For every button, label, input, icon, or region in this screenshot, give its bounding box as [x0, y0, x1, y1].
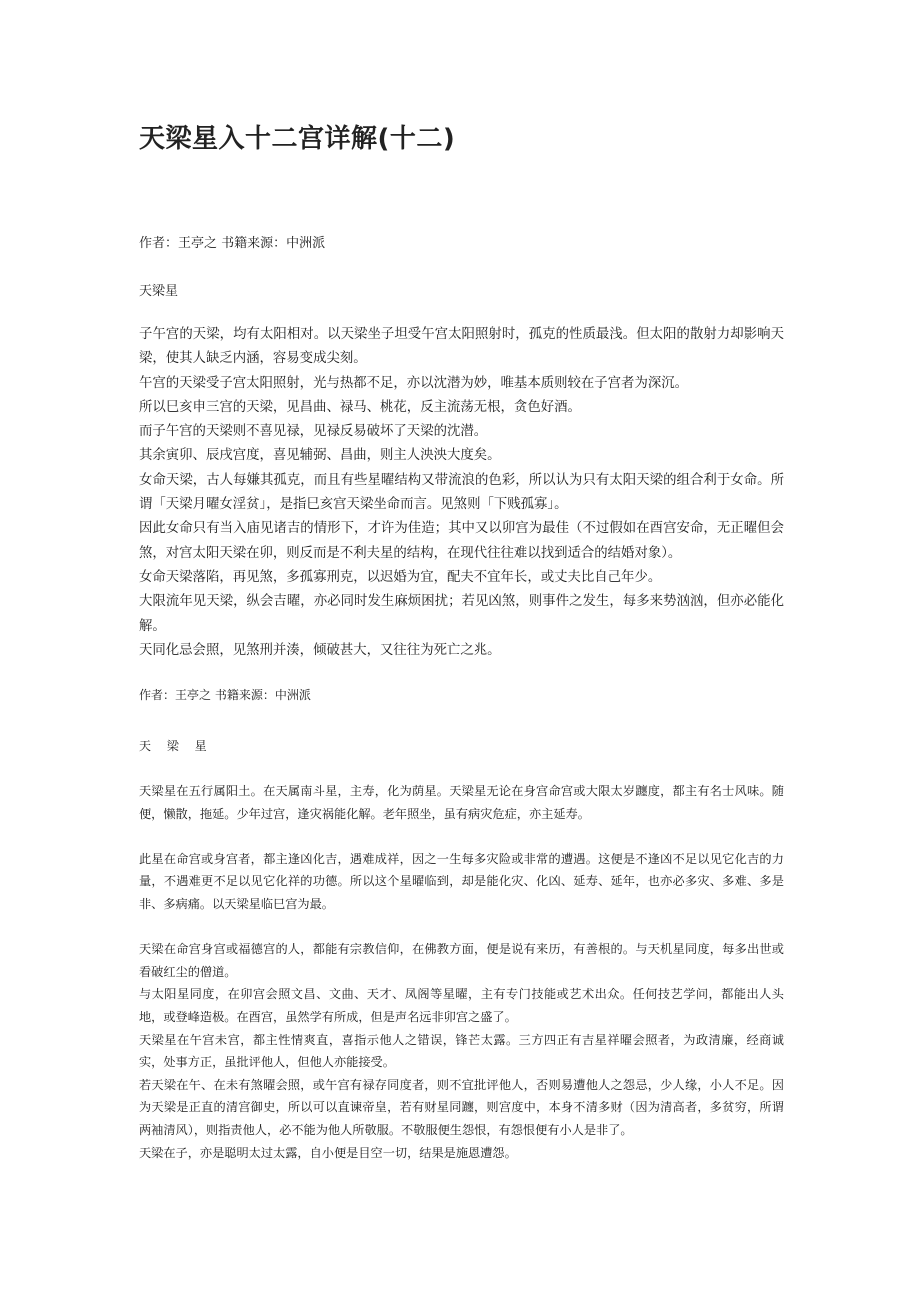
paragraph: 天梁在子，亦是聪明太过太露，自小便是目空一切，结果是施恩遭怨。: [139, 1145, 517, 1160]
paragraph: 大限流年见天梁，纵会吉曜，亦必同时发生麻烦困扰；若见凶煞，则事件之发生，每多来势汹汹，但亦必能化解。: [139, 594, 784, 634]
paragraph: 午宫的天梁受子宫太阳照射，光与热都不足，亦以沈潜为妙，唯基本质则较在子宫者为深沉。: [139, 375, 689, 391]
paragraph: 天同化忌会照，见煞刑并湊，倾破甚大，又往往为死亡之兆。: [139, 642, 501, 658]
paragraph: 而子午宫的天梁则不喜见禄，见禄反易破坏了天梁的沈潜。: [139, 424, 488, 440]
section-1-body: [139, 323, 784, 663]
paragraph: 天梁星在午宫未宫，都主性情爽直，喜指示他人之错误，锋芒太露。三方四正有吉星祥曜会照者，为政清廉，经商诚实，处事方正，虽批评他人，但他人亦能接受。: [139, 1032, 784, 1070]
paragraph: 所以巳亥申三宫的天梁，见昌曲、禄马、桃花，反主流荡无根，贪色好酒。: [139, 399, 581, 415]
document-title: 天梁星入十二宫详解(十二): [139, 124, 456, 154]
paragraph: 天梁星在五行属阳土。在天属南斗星，主寿，化为荫星。天梁星无论在身宫命宫或大限太岁躔度，都主有名士风味。随便，懒散，拖延。少年过宫，逢灾祸能化解。老年照坐，虽有病灾危症，亦主延寿。: [139, 784, 784, 821]
paragraph: 其余寅卯、辰戌宫度，喜见辅弼、昌曲，则主人泱泱大度矣。: [139, 448, 501, 464]
section-heading: 天梁星: [139, 284, 179, 299]
author-source-line: 作者：王亭之 书籍来源：中洲派: [139, 688, 311, 702]
paragraph: 天梁在命宫身宫或福德宫的人，都能有宗教信仰，在佛教方面，便是说有来历，有善根的。与天机星同度，每多出世或看破红尘的僧道。: [139, 942, 784, 979]
paragraph: 与太阳星同度，在卯宫会照文昌、文曲、天才、凤阁等星曜，主有专门技能或艺术出众。任何技艺学问，都能出人头地，或登峰造极。在酉宫，虽然学有所成，但是声名远非卯宫之盛了。: [139, 987, 784, 1024]
paragraph: 女命天梁，古人每嫌其孤克，而且有些星曜结构又带流浪的色彩，所以认为只有太阳天梁的组合利于女命。所谓「天梁月曜女淫贫」，是指巳亥宫天梁坐命而言。见煞则「下贱孤寡」。: [139, 472, 784, 513]
author-source-line: 作者：王亭之 书籍来源：中洲派: [139, 236, 326, 251]
paragraph: 因此女命只有当入庙见诸吉的情形下，才许为佳造；其中又以卯宫为最佳（不过假如在酉宫安命，无正曜但会煞，对宫太阳天梁在卯，则反而是不利夫星的结构，在现代往往难以找到适合的结婚对象）。: [139, 521, 784, 561]
paragraph: 女命天梁落陷，再见煞，多孤寡刑克，以迟婚为宜，配夫不宜年长，或丈夫比自己年少。: [139, 569, 662, 585]
paragraph: 子午宫的天梁，均有太阳相对。以天梁坐子坦受午宫太阳照射时，孤克的性质最浅。但太阳的散射力却影响天梁，使其人缺乏内涵，容易变成尖刻。: [139, 327, 784, 367]
section-2-body: [139, 780, 784, 1164]
paragraph: 此星在命宫或身宫者，都主逢凶化吉，遇难成祥，因之一生每多灾险或非常的遭遇。这便是不逢凶不足以见它化吉的力量，不遇难更不足以见它化祥的功德。所以这个星曜临到，却是能化灾、化凶、延寿、延年，也亦必多灾、多难、多是非、多病痛。以天梁星临巳宫为最。: [139, 851, 784, 911]
section-heading: 天 梁 星: [139, 739, 213, 753]
paragraph: 若天梁在午、在未有煞曜会照，或午宫有禄存同度者，则不宜批评他人，否则易遭他人之怨忌，少人缘，小人不足。因为天梁是正直的清宫御史，所以可以直谏帝皇，若有财星同躔，则宫度中，本身不清多财（因为清高者，多贫穷，所谓两袖清风），则指责他人，必不能为他人所敬服。不敬服便生怨恨，有怨恨便有小人是非了。: [139, 1077, 784, 1137]
